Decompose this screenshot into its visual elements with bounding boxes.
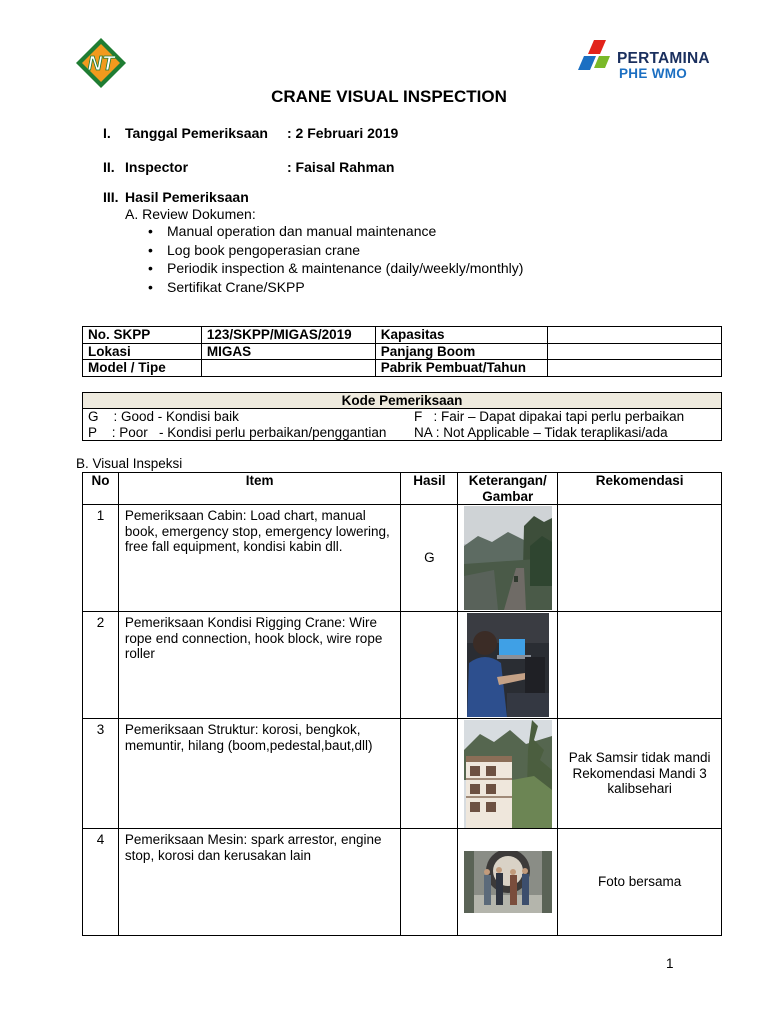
meta-inspector-label: Inspector [125,159,189,175]
table-cell: Pabrik Pembuat/Tahun [375,360,547,377]
table-cell [201,360,375,377]
meta-inspector-num: II. [103,159,115,175]
group-photo [464,851,552,913]
pertamina-sub: PHE WMO [619,66,688,81]
kode-legend [83,409,722,441]
pertamina-logo [572,38,712,82]
column-header-hasil: Hasil [401,473,458,505]
column-header-rekomendasi: Rekomendasi [558,473,722,505]
table-cell: 123/SKPP/MIGAS/2019 [201,327,375,344]
list-item: • Manual operation dan manual maintenance [148,223,523,242]
meta-hasil-label: Hasil Pemeriksaan [125,189,249,205]
row-item: Pemeriksaan Kondisi Rigging Crane: Wire rope end connection, hook block, wire rope roller [118,612,400,719]
kode-title: Kode Pemeriksaan [83,393,722,409]
review-list [148,223,523,297]
table-row [83,829,722,936]
review-dokumen-heading: A. Review Dokumen: [125,206,256,222]
table-cell: No. SKPP [83,327,202,344]
column-header-keterangan: Keterangan/ Gambar [458,473,558,505]
table-header-row [83,473,722,505]
row-hasil [401,829,458,936]
row-hasil [401,612,458,719]
row-photo-cell [458,612,558,719]
document-title: CRANE VISUAL INSPECTION [271,87,507,106]
table-row [83,343,722,360]
row-item: Pemeriksaan Mesin: spark arrestor, engine stop, korosi dan kerusakan lain [118,829,400,936]
nt-logo [74,36,128,90]
meta-hasil-num: III. [103,189,119,205]
pertamina-mark-icon [572,38,614,80]
meta-hasil [103,189,249,205]
row-hasil [401,719,458,829]
row-number: 1 [83,505,119,612]
column-header-item: Item [118,473,400,505]
row-number: 4 [83,829,119,936]
table-cell: Panjang Boom [375,343,547,360]
visual-inspeksi-heading: B. Visual Inspeksi [76,456,183,471]
list-item: • Periodik inspection & maintenance (daily/weekly/monthly) [148,260,523,279]
table-row [83,360,722,377]
table-row [83,719,722,829]
table-cell: MIGAS [201,343,375,360]
kode-good: G : Good - Kondisi baik [88,409,239,424]
row-item: Pemeriksaan Cabin: Load chart, manual book, emergency stop, emergency lowering, free fall equipment, kondisi kabin dll. [118,505,400,612]
table-cell [547,343,721,360]
row-item: Pemeriksaan Struktur: korosi, bengkok, memuntir, hilang (boom,pedestal,baut,dll) [118,719,400,829]
table-row [83,327,722,344]
meta-inspector-value: : Faisal Rahman [287,159,395,175]
visual-inspection-table [82,472,722,936]
table-cell [547,360,721,377]
table-row [83,612,722,719]
meta-date-label: Tanggal Pemeriksaan [125,125,268,141]
kode-poor: P : Poor - Kondisi perlu perbaikan/penggantian [88,424,387,440]
table-cell: Lokasi [83,343,202,360]
row-rekomendasi: Pak Samsir tidak mandi Rekomendasi Mandi 3 kalibsehari [558,719,722,829]
page-number: 1 [666,956,674,971]
row-photo-cell [458,505,558,612]
row-photo-cell [458,829,558,936]
row-photo-cell [458,719,558,829]
kode-line [88,425,716,441]
meta-date-value: : 2 Februari 2019 [287,125,399,141]
pertamina-name: PERTAMINA [617,50,710,67]
kode-na: NA : Not Applicable – Tidak teraplikasi/ada [414,424,668,440]
meta-date [103,125,398,141]
table-cell: Kapasitas [375,327,547,344]
table-cell [547,327,721,344]
crane-info-table [82,326,722,377]
column-header-no: No [83,473,119,505]
mountain-road-photo [464,506,552,610]
row-rekomendasi [558,505,722,612]
kode-fair: F : Fair – Dapat dipakai tapi perlu perbaikan [414,409,685,424]
row-rekomendasi [558,612,722,719]
person-at-laptop-photo [467,613,549,717]
nt-logo-text: NT [87,53,115,75]
table-cell: Model / Tipe [83,360,202,377]
hotel-building-photo [464,720,552,828]
kode-line [88,409,716,425]
kode-pemeriksaan-table [82,392,722,441]
row-hasil: G [401,505,458,612]
row-number: 3 [83,719,119,829]
row-number: 2 [83,612,119,719]
list-item: • Log book pengoperasian crane [148,242,523,261]
table-row [83,505,722,612]
list-item: • Sertifikat Crane/SKPP [148,279,523,298]
meta-date-num: I. [103,125,111,141]
meta-inspector [103,159,394,175]
row-rekomendasi: Foto bersama [558,829,722,936]
